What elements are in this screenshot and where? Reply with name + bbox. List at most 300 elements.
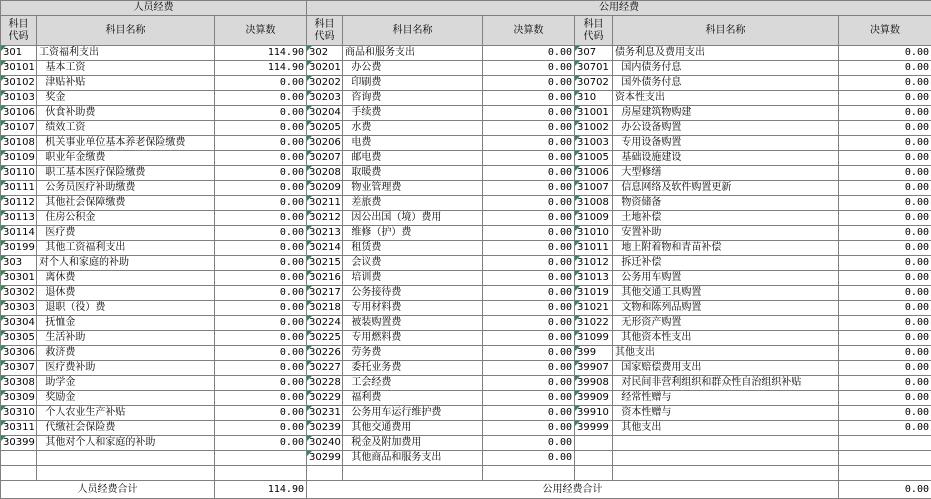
public-right-amount-cell[interactable]: 0.00 bbox=[839, 151, 931, 166]
public-left-name-cell[interactable]: 被装购置费 bbox=[343, 316, 483, 331]
public-left-amount-cell[interactable]: 0.00 bbox=[483, 121, 575, 136]
personnel-amount-cell[interactable]: 0.00 bbox=[215, 76, 307, 91]
personnel-amount-cell[interactable]: 0.00 bbox=[215, 436, 307, 451]
personnel-name-cell[interactable]: 机关事业单位基本养老保险缴费 bbox=[37, 136, 215, 151]
public-left-amount-cell[interactable]: 0.00 bbox=[483, 61, 575, 76]
amount-header: 决算数 bbox=[839, 16, 931, 46]
table-row bbox=[1, 466, 931, 481]
amount-header: 决算数 bbox=[215, 16, 307, 46]
public-right-amount-cell[interactable]: 0.00 bbox=[839, 106, 931, 121]
public-right-name-cell[interactable]: 国家赔偿费用支出 bbox=[613, 361, 839, 376]
public-left-amount-cell[interactable]: 0.00 bbox=[483, 421, 575, 436]
public-left-amount-cell[interactable]: 0.00 bbox=[483, 301, 575, 316]
public-left-amount-cell[interactable]: 0.00 bbox=[483, 376, 575, 391]
personnel-total-amount: 114.90 bbox=[215, 481, 307, 499]
personnel-name-cell[interactable]: 抚恤金 bbox=[37, 316, 215, 331]
public-right-amount-cell[interactable]: 0.00 bbox=[839, 166, 931, 181]
public-right-code-cell[interactable] bbox=[575, 451, 613, 466]
personnel-name-cell[interactable]: 退休费 bbox=[37, 286, 215, 301]
personnel-name-cell[interactable]: 工资福利支出 bbox=[37, 46, 215, 61]
public-left-code-cell[interactable]: 30215 bbox=[307, 256, 343, 271]
public-right-amount-cell[interactable] bbox=[839, 466, 931, 481]
public-left-code-cell[interactable]: 30214 bbox=[307, 241, 343, 256]
public-right-code-cell[interactable]: 30702 bbox=[575, 76, 613, 91]
personnel-code-cell[interactable]: 30102 bbox=[1, 76, 37, 91]
public-right-amount-cell[interactable]: 0.00 bbox=[839, 121, 931, 136]
personnel-amount-cell[interactable]: 0.00 bbox=[215, 316, 307, 331]
public-right-name-cell[interactable]: 其他资本性支出 bbox=[613, 331, 839, 346]
personnel-amount-cell[interactable]: 0.00 bbox=[215, 106, 307, 121]
public-right-code-cell[interactable]: 39907 bbox=[575, 361, 613, 376]
public-right-name-cell[interactable]: 地上附着物和青苗补偿 bbox=[613, 241, 839, 256]
personnel-amount-cell[interactable]: 114.90 bbox=[215, 61, 307, 76]
public-group-header: 公用经费 bbox=[307, 1, 931, 16]
personnel-name-cell[interactable]: 生活补助 bbox=[37, 331, 215, 346]
public-left-amount-cell[interactable]: 0.00 bbox=[483, 361, 575, 376]
public-left-code-cell[interactable]: 30227 bbox=[307, 361, 343, 376]
personnel-name-cell[interactable]: 住房公积金 bbox=[37, 211, 215, 226]
public-right-amount-cell[interactable]: 0.00 bbox=[839, 421, 931, 436]
personnel-name-cell[interactable]: 绩效工资 bbox=[37, 121, 215, 136]
public-left-amount-cell[interactable]: 0.00 bbox=[483, 181, 575, 196]
personnel-name-cell[interactable]: 津贴补贴 bbox=[37, 76, 215, 91]
table-row bbox=[1, 256, 931, 271]
personnel-group-header: 人员经费 bbox=[1, 1, 307, 16]
public-left-name-cell[interactable]: 邮电费 bbox=[343, 151, 483, 166]
table-row bbox=[1, 181, 931, 196]
public-right-code-cell[interactable]: 30701 bbox=[575, 61, 613, 76]
public-right-amount-cell[interactable]: 0.00 bbox=[839, 61, 931, 76]
public-left-amount-cell[interactable]: 0.00 bbox=[483, 406, 575, 421]
public-right-code-cell[interactable]: 31001 bbox=[575, 106, 613, 121]
personnel-code-cell[interactable]: 30301 bbox=[1, 271, 37, 286]
public-right-code-cell[interactable]: 31006 bbox=[575, 166, 613, 181]
public-right-code-cell[interactable]: 39999 bbox=[575, 421, 613, 436]
public-right-amount-cell[interactable] bbox=[839, 451, 931, 466]
personnel-code-cell[interactable]: 30304 bbox=[1, 316, 37, 331]
table-row bbox=[1, 61, 931, 76]
public-right-amount-cell[interactable] bbox=[839, 436, 931, 451]
public-right-name-cell[interactable]: 办公设备购置 bbox=[613, 121, 839, 136]
personnel-code-cell[interactable]: 30112 bbox=[1, 196, 37, 211]
personnel-name-cell[interactable]: 代缴社会保险费 bbox=[37, 421, 215, 436]
public-left-code-cell[interactable]: 30212 bbox=[307, 211, 343, 226]
public-left-code-cell[interactable]: 302 bbox=[307, 46, 343, 61]
personnel-amount-cell[interactable]: 0.00 bbox=[215, 421, 307, 436]
public-left-code-cell[interactable]: 30208 bbox=[307, 166, 343, 181]
public-left-amount-cell[interactable]: 0.00 bbox=[483, 316, 575, 331]
public-right-amount-cell[interactable]: 0.00 bbox=[839, 46, 931, 61]
personnel-name-cell[interactable]: 其他工资福利支出 bbox=[37, 241, 215, 256]
public-right-code-cell[interactable]: 31010 bbox=[575, 226, 613, 241]
public-left-amount-cell[interactable]: 0.00 bbox=[483, 226, 575, 241]
public-left-code-cell[interactable]: 30202 bbox=[307, 76, 343, 91]
table-row bbox=[1, 376, 931, 391]
public-right-amount-cell[interactable]: 0.00 bbox=[839, 361, 931, 376]
public-left-code-cell[interactable]: 30201 bbox=[307, 61, 343, 76]
public-right-code-cell[interactable] bbox=[575, 436, 613, 451]
public-left-amount-cell[interactable]: 0.00 bbox=[483, 151, 575, 166]
public-left-name-cell[interactable]: 商品和服务支出 bbox=[343, 46, 483, 61]
personnel-code-cell[interactable]: 30199 bbox=[1, 241, 37, 256]
table-row bbox=[1, 421, 931, 436]
public-left-name-cell[interactable]: 取暖费 bbox=[343, 166, 483, 181]
public-right-code-cell[interactable]: 31005 bbox=[575, 151, 613, 166]
public-right-code-cell[interactable]: 39908 bbox=[575, 376, 613, 391]
public-left-code-cell[interactable]: 30225 bbox=[307, 331, 343, 346]
personnel-code-cell[interactable]: 30306 bbox=[1, 346, 37, 361]
public-right-amount-cell[interactable]: 0.00 bbox=[839, 256, 931, 271]
public-right-name-cell[interactable]: 文物和陈列品购置 bbox=[613, 301, 839, 316]
personnel-name-cell[interactable]: 其他对个人和家庭的补助 bbox=[37, 436, 215, 451]
public-left-amount-cell[interactable]: 0.00 bbox=[483, 196, 575, 211]
public-left-amount-cell[interactable]: 0.00 bbox=[483, 211, 575, 226]
public-right-name-cell[interactable]: 公务用车购置 bbox=[613, 271, 839, 286]
public-right-amount-cell[interactable]: 0.00 bbox=[839, 76, 931, 91]
table-row bbox=[1, 46, 931, 61]
personnel-code-cell[interactable]: 30103 bbox=[1, 91, 37, 106]
public-right-amount-cell[interactable]: 0.00 bbox=[839, 136, 931, 151]
public-left-name-cell[interactable]: 因公出国（境）费用 bbox=[343, 211, 483, 226]
public-left-name-cell[interactable]: 会议费 bbox=[343, 256, 483, 271]
name-header: 科目名称 bbox=[37, 16, 215, 46]
personnel-amount-cell[interactable]: 0.00 bbox=[215, 151, 307, 166]
public-right-amount-cell[interactable]: 0.00 bbox=[839, 211, 931, 226]
table-row bbox=[1, 211, 931, 226]
public-right-code-cell[interactable]: 31022 bbox=[575, 316, 613, 331]
personnel-name-cell[interactable]: 医疗费补助 bbox=[37, 361, 215, 376]
public-right-code-cell[interactable] bbox=[575, 466, 613, 481]
public-right-code-cell[interactable]: 31021 bbox=[575, 301, 613, 316]
public-right-name-cell[interactable]: 房屋建筑物购建 bbox=[613, 106, 839, 121]
public-right-code-cell[interactable]: 31007 bbox=[575, 181, 613, 196]
public-right-code-cell[interactable]: 31012 bbox=[575, 256, 613, 271]
personnel-name-cell[interactable]: 职工基本医疗保险缴费 bbox=[37, 166, 215, 181]
personnel-code-cell[interactable]: 30305 bbox=[1, 331, 37, 346]
public-right-name-cell[interactable]: 资本性赠与 bbox=[613, 406, 839, 421]
public-left-name-cell[interactable]: 公务接待费 bbox=[343, 286, 483, 301]
personnel-name-cell[interactable]: 医疗费 bbox=[37, 226, 215, 241]
personnel-code-cell[interactable]: 30109 bbox=[1, 151, 37, 166]
personnel-total-label: 人员经费合计 bbox=[1, 481, 215, 499]
public-left-amount-cell[interactable]: 0.00 bbox=[483, 106, 575, 121]
personnel-amount-cell[interactable]: 0.00 bbox=[215, 226, 307, 241]
personnel-amount-cell[interactable] bbox=[215, 451, 307, 466]
name-header: 科目名称 bbox=[343, 16, 483, 46]
personnel-name-cell[interactable]: 对个人和家庭的补助 bbox=[37, 256, 215, 271]
public-right-name-cell[interactable]: 国外债务付息 bbox=[613, 76, 839, 91]
public-right-name-cell[interactable]: 拆迁补偿 bbox=[613, 256, 839, 271]
personnel-amount-cell[interactable]: 114.90 bbox=[215, 46, 307, 61]
public-left-amount-cell[interactable]: 0.00 bbox=[483, 136, 575, 151]
public-left-name-cell[interactable]: 专用燃料费 bbox=[343, 331, 483, 346]
public-right-amount-cell[interactable]: 0.00 bbox=[839, 271, 931, 286]
personnel-amount-cell[interactable]: 0.00 bbox=[215, 121, 307, 136]
public-right-name-cell[interactable]: 大型修缮 bbox=[613, 166, 839, 181]
public-left-code-cell[interactable]: 30224 bbox=[307, 316, 343, 331]
public-right-amount-cell[interactable]: 0.00 bbox=[839, 376, 931, 391]
public-left-name-cell[interactable]: 公务用车运行维护费 bbox=[343, 406, 483, 421]
public-right-amount-cell[interactable]: 0.00 bbox=[839, 346, 931, 361]
personnel-amount-cell[interactable]: 0.00 bbox=[215, 91, 307, 106]
personnel-code-cell[interactable]: 30307 bbox=[1, 361, 37, 376]
table-row bbox=[1, 331, 931, 346]
public-right-name-cell[interactable]: 安置补助 bbox=[613, 226, 839, 241]
personnel-code-cell[interactable]: 30308 bbox=[1, 376, 37, 391]
public-left-amount-cell[interactable]: 0.00 bbox=[483, 256, 575, 271]
public-right-code-cell[interactable]: 310 bbox=[575, 91, 613, 106]
personnel-amount-cell[interactable]: 0.00 bbox=[215, 331, 307, 346]
public-left-name-cell[interactable]: 手续费 bbox=[343, 106, 483, 121]
personnel-amount-cell[interactable]: 0.00 bbox=[215, 301, 307, 316]
table-row bbox=[1, 151, 931, 166]
public-left-code-cell[interactable]: 30203 bbox=[307, 91, 343, 106]
public-right-amount-cell[interactable]: 0.00 bbox=[839, 316, 931, 331]
public-left-amount-cell[interactable]: 0.00 bbox=[483, 391, 575, 406]
code-header: 科目 代码 bbox=[575, 16, 613, 46]
public-left-code-cell[interactable] bbox=[307, 466, 343, 481]
personnel-code-cell[interactable]: 30106 bbox=[1, 106, 37, 121]
personnel-amount-cell[interactable]: 0.00 bbox=[215, 361, 307, 376]
public-right-code-cell[interactable]: 307 bbox=[575, 46, 613, 61]
personnel-code-cell[interactable]: 301 bbox=[1, 46, 37, 61]
personnel-name-cell[interactable]: 其他社会保障缴费 bbox=[37, 196, 215, 211]
table-row bbox=[1, 301, 931, 316]
personnel-code-cell[interactable]: 30310 bbox=[1, 406, 37, 421]
personnel-amount-cell[interactable]: 0.00 bbox=[215, 196, 307, 211]
personnel-amount-cell[interactable]: 0.00 bbox=[215, 181, 307, 196]
personnel-name-cell[interactable]: 助学金 bbox=[37, 376, 215, 391]
public-right-name-cell[interactable]: 信息网络及软件购置更新 bbox=[613, 181, 839, 196]
public-left-name-cell[interactable]: 福利费 bbox=[343, 391, 483, 406]
personnel-amount-cell[interactable]: 0.00 bbox=[215, 346, 307, 361]
public-left-amount-cell[interactable]: 0.00 bbox=[483, 436, 575, 451]
public-right-name-cell[interactable]: 债务利息及费用支出 bbox=[613, 46, 839, 61]
public-right-code-cell[interactable]: 31003 bbox=[575, 136, 613, 151]
public-right-name-cell[interactable]: 国内债务付息 bbox=[613, 61, 839, 76]
public-right-amount-cell[interactable]: 0.00 bbox=[839, 301, 931, 316]
personnel-name-cell[interactable]: 救济费 bbox=[37, 346, 215, 361]
public-left-name-cell[interactable]: 水费 bbox=[343, 121, 483, 136]
public-left-code-cell[interactable]: 30239 bbox=[307, 421, 343, 436]
personnel-amount-cell[interactable]: 0.00 bbox=[215, 256, 307, 271]
public-left-code-cell[interactable]: 30217 bbox=[307, 286, 343, 301]
public-right-name-cell[interactable]: 对民间非营利组织和群众性自治组织补贴 bbox=[613, 376, 839, 391]
personnel-amount-cell[interactable]: 0.00 bbox=[215, 136, 307, 151]
public-right-code-cell[interactable]: 31008 bbox=[575, 196, 613, 211]
public-right-name-cell[interactable]: 其他支出 bbox=[613, 346, 839, 361]
public-right-code-cell[interactable]: 31013 bbox=[575, 271, 613, 286]
personnel-name-cell[interactable] bbox=[37, 466, 215, 481]
personnel-amount-cell[interactable]: 0.00 bbox=[215, 391, 307, 406]
public-left-amount-cell[interactable]: 0.00 bbox=[483, 271, 575, 286]
personnel-name-cell[interactable] bbox=[37, 451, 215, 466]
public-right-name-cell[interactable]: 专用设备购置 bbox=[613, 136, 839, 151]
table-row bbox=[1, 241, 931, 256]
public-right-code-cell[interactable]: 31019 bbox=[575, 286, 613, 301]
public-right-name-cell[interactable]: 其他交通工具购置 bbox=[613, 286, 839, 301]
public-left-name-cell[interactable]: 物业管理费 bbox=[343, 181, 483, 196]
public-left-name-cell[interactable] bbox=[343, 466, 483, 481]
public-right-name-cell[interactable] bbox=[613, 436, 839, 451]
public-left-name-cell[interactable]: 其他交通费用 bbox=[343, 421, 483, 436]
public-left-name-cell[interactable]: 电费 bbox=[343, 136, 483, 151]
public-left-name-cell[interactable]: 委托业务费 bbox=[343, 361, 483, 376]
table-row bbox=[1, 406, 931, 421]
personnel-amount-cell[interactable]: 0.00 bbox=[215, 376, 307, 391]
public-right-amount-cell[interactable]: 0.00 bbox=[839, 286, 931, 301]
public-left-name-cell[interactable]: 其他商品和服务支出 bbox=[343, 451, 483, 466]
public-left-code-cell[interactable]: 30229 bbox=[307, 391, 343, 406]
table-row bbox=[1, 136, 931, 151]
public-left-code-cell[interactable]: 30213 bbox=[307, 226, 343, 241]
table-row bbox=[1, 76, 931, 91]
public-right-amount-cell[interactable]: 0.00 bbox=[839, 196, 931, 211]
table-row bbox=[1, 286, 931, 301]
public-left-amount-cell[interactable] bbox=[483, 466, 575, 481]
public-left-code-cell[interactable]: 30226 bbox=[307, 346, 343, 361]
public-right-amount-cell[interactable]: 0.00 bbox=[839, 91, 931, 106]
public-left-name-cell[interactable]: 专用材料费 bbox=[343, 301, 483, 316]
public-right-amount-cell[interactable]: 0.00 bbox=[839, 406, 931, 421]
public-right-amount-cell[interactable]: 0.00 bbox=[839, 226, 931, 241]
personnel-code-cell[interactable]: 30309 bbox=[1, 391, 37, 406]
personnel-code-cell[interactable]: 30399 bbox=[1, 436, 37, 451]
personnel-name-cell[interactable]: 奖金 bbox=[37, 91, 215, 106]
public-total-label: 公用经费合计 bbox=[307, 481, 839, 499]
personnel-amount-cell[interactable]: 0.00 bbox=[215, 166, 307, 181]
public-right-amount-cell[interactable]: 0.00 bbox=[839, 331, 931, 346]
public-left-code-cell[interactable]: 30228 bbox=[307, 376, 343, 391]
personnel-code-cell[interactable]: 30311 bbox=[1, 421, 37, 436]
public-left-name-cell[interactable]: 税金及附加费用 bbox=[343, 436, 483, 451]
public-right-code-cell[interactable]: 39909 bbox=[575, 391, 613, 406]
public-left-amount-cell[interactable]: 0.00 bbox=[483, 346, 575, 361]
public-right-code-cell[interactable]: 31099 bbox=[575, 331, 613, 346]
public-left-name-cell[interactable]: 租赁费 bbox=[343, 241, 483, 256]
personnel-name-cell[interactable]: 离休费 bbox=[37, 271, 215, 286]
personnel-amount-cell[interactable]: 0.00 bbox=[215, 271, 307, 286]
public-right-name-cell[interactable]: 基础设施建设 bbox=[613, 151, 839, 166]
public-left-amount-cell[interactable]: 0.00 bbox=[483, 46, 575, 61]
public-left-code-cell[interactable]: 30209 bbox=[307, 181, 343, 196]
personnel-code-cell[interactable]: 30113 bbox=[1, 211, 37, 226]
public-left-code-cell[interactable]: 30211 bbox=[307, 196, 343, 211]
personnel-code-cell[interactable]: 303 bbox=[1, 256, 37, 271]
public-left-amount-cell[interactable]: 0.00 bbox=[483, 241, 575, 256]
public-right-code-cell[interactable]: 399 bbox=[575, 346, 613, 361]
table-row bbox=[1, 226, 931, 241]
public-left-amount-cell[interactable]: 0.00 bbox=[483, 166, 575, 181]
personnel-amount-cell[interactable]: 0.00 bbox=[215, 241, 307, 256]
public-left-code-cell[interactable]: 30231 bbox=[307, 406, 343, 421]
personnel-name-cell[interactable]: 公务员医疗补助缴费 bbox=[37, 181, 215, 196]
public-left-amount-cell[interactable]: 0.00 bbox=[483, 76, 575, 91]
public-right-name-cell[interactable]: 土地补偿 bbox=[613, 211, 839, 226]
public-right-code-cell[interactable]: 31011 bbox=[575, 241, 613, 256]
personnel-code-cell[interactable]: 30111 bbox=[1, 181, 37, 196]
public-left-name-cell[interactable]: 工会经费 bbox=[343, 376, 483, 391]
table-row bbox=[1, 106, 931, 121]
table-row bbox=[1, 166, 931, 181]
table-row bbox=[1, 91, 931, 106]
personnel-amount-cell[interactable] bbox=[215, 466, 307, 481]
table-row bbox=[1, 451, 931, 466]
public-right-code-cell[interactable]: 31002 bbox=[575, 121, 613, 136]
personnel-code-cell[interactable]: 30101 bbox=[1, 61, 37, 76]
personnel-name-cell[interactable]: 职业年金缴费 bbox=[37, 151, 215, 166]
public-left-name-cell[interactable]: 培训费 bbox=[343, 271, 483, 286]
public-right-code-cell[interactable]: 39910 bbox=[575, 406, 613, 421]
table-row bbox=[1, 271, 931, 286]
personnel-name-cell[interactable]: 个人农业生产补贴 bbox=[37, 406, 215, 421]
public-right-code-cell[interactable]: 31009 bbox=[575, 211, 613, 226]
public-left-amount-cell[interactable]: 0.00 bbox=[483, 91, 575, 106]
personnel-code-cell[interactable]: 30114 bbox=[1, 226, 37, 241]
personnel-code-cell[interactable]: 30303 bbox=[1, 301, 37, 316]
totals-row bbox=[1, 481, 931, 499]
public-right-amount-cell[interactable]: 0.00 bbox=[839, 241, 931, 256]
amount-header: 决算数 bbox=[483, 16, 575, 46]
personnel-code-cell[interactable] bbox=[1, 451, 37, 466]
personnel-amount-cell[interactable]: 0.00 bbox=[215, 406, 307, 421]
public-left-code-cell[interactable]: 30240 bbox=[307, 436, 343, 451]
public-left-code-cell[interactable]: 30218 bbox=[307, 301, 343, 316]
public-left-amount-cell[interactable]: 0.00 bbox=[483, 451, 575, 466]
personnel-code-cell[interactable]: 30107 bbox=[1, 121, 37, 136]
public-left-amount-cell[interactable]: 0.00 bbox=[483, 286, 575, 301]
public-right-name-cell[interactable]: 经常性赠与 bbox=[613, 391, 839, 406]
personnel-name-cell[interactable]: 退职（役）费 bbox=[37, 301, 215, 316]
public-right-amount-cell[interactable]: 0.00 bbox=[839, 391, 931, 406]
public-left-name-cell[interactable]: 办公费 bbox=[343, 61, 483, 76]
public-right-amount-cell[interactable]: 0.00 bbox=[839, 181, 931, 196]
public-right-name-cell[interactable]: 资本性支出 bbox=[613, 91, 839, 106]
public-right-name-cell[interactable]: 无形资产购置 bbox=[613, 316, 839, 331]
public-left-name-cell[interactable]: 印刷费 bbox=[343, 76, 483, 91]
personnel-code-cell[interactable] bbox=[1, 466, 37, 481]
personnel-code-cell[interactable]: 30110 bbox=[1, 166, 37, 181]
personnel-code-cell[interactable]: 30108 bbox=[1, 136, 37, 151]
public-right-name-cell[interactable]: 其他支出 bbox=[613, 421, 839, 436]
public-left-code-cell[interactable]: 30216 bbox=[307, 271, 343, 286]
public-right-name-cell[interactable] bbox=[613, 451, 839, 466]
personnel-code-cell[interactable]: 30302 bbox=[1, 286, 37, 301]
public-left-name-cell[interactable]: 差旅费 bbox=[343, 196, 483, 211]
table-row bbox=[1, 436, 931, 451]
public-left-code-cell[interactable]: 30299 bbox=[307, 451, 343, 466]
personnel-amount-cell[interactable]: 0.00 bbox=[215, 286, 307, 301]
code-header: 科目 代码 bbox=[1, 16, 37, 46]
public-left-code-cell[interactable]: 30207 bbox=[307, 151, 343, 166]
public-left-code-cell[interactable]: 30206 bbox=[307, 136, 343, 151]
public-left-name-cell[interactable]: 劳务费 bbox=[343, 346, 483, 361]
public-left-name-cell[interactable]: 咨询费 bbox=[343, 91, 483, 106]
public-left-name-cell[interactable]: 维修（护）费 bbox=[343, 226, 483, 241]
public-left-code-cell[interactable]: 30205 bbox=[307, 121, 343, 136]
public-right-name-cell[interactable]: 物资储备 bbox=[613, 196, 839, 211]
personnel-name-cell[interactable]: 伙食补助费 bbox=[37, 106, 215, 121]
table-row bbox=[1, 391, 931, 406]
personnel-name-cell[interactable]: 奖励金 bbox=[37, 391, 215, 406]
public-left-amount-cell[interactable]: 0.00 bbox=[483, 331, 575, 346]
public-left-code-cell[interactable]: 30204 bbox=[307, 106, 343, 121]
table-row bbox=[1, 121, 931, 136]
personnel-name-cell[interactable]: 基本工资 bbox=[37, 61, 215, 76]
public-right-name-cell[interactable] bbox=[613, 466, 839, 481]
personnel-amount-cell[interactable]: 0.00 bbox=[215, 211, 307, 226]
table-row bbox=[1, 196, 931, 211]
